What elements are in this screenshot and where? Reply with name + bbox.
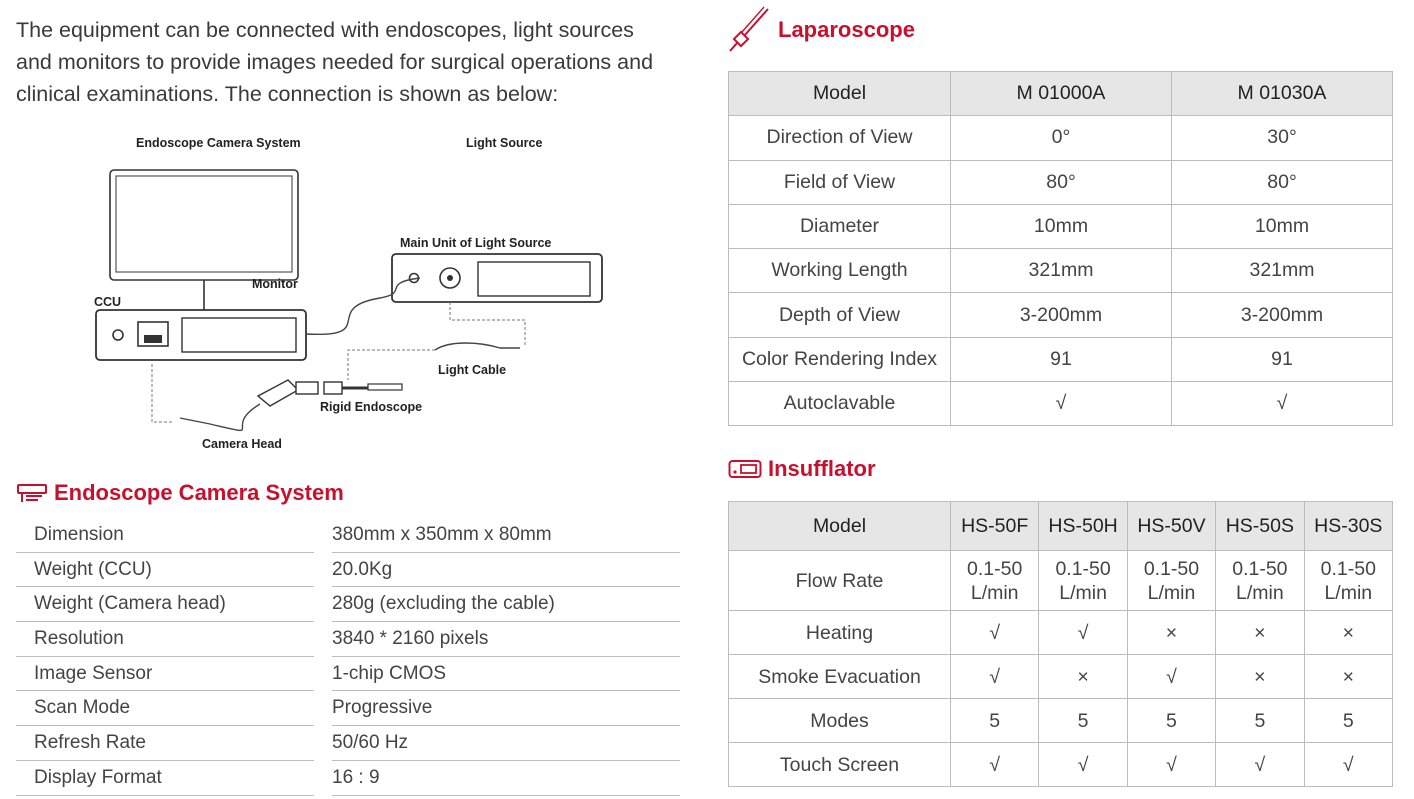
camera-system-icon xyxy=(16,482,48,504)
camera-section-title xyxy=(16,480,344,506)
table-row xyxy=(729,611,1393,655)
table-cell: × xyxy=(1304,611,1392,655)
table-row-label: Direction of View xyxy=(729,116,951,160)
table-cell: 10mm xyxy=(951,204,1172,248)
spec-row xyxy=(16,761,680,796)
table-row-label: Field of View xyxy=(729,160,951,204)
table-row xyxy=(729,116,1393,160)
table-header-cell: HS-30S xyxy=(1304,502,1392,551)
camera-head-cable xyxy=(180,404,260,430)
ccu-illustration xyxy=(96,310,306,360)
rigid-endoscope-illustration xyxy=(324,382,402,394)
diagram-label-main-unit: Main Unit of Light Source xyxy=(400,236,552,250)
spec-row xyxy=(16,657,680,692)
table-cell: 321mm xyxy=(951,249,1172,293)
table-cell: 0.1-50 L/min xyxy=(1039,551,1127,611)
insufflator-icon xyxy=(728,458,762,480)
table-row xyxy=(729,293,1393,337)
spec-label: Weight (Camera head) xyxy=(16,587,314,622)
camera-head-illustration xyxy=(258,380,318,406)
table-header-cell: HS-50H xyxy=(1039,502,1127,551)
diagram-label-light-source: Light Source xyxy=(466,136,543,150)
insufflator-table xyxy=(728,501,1393,787)
table-cell: √ xyxy=(1127,655,1215,699)
table-row-label: Working Length xyxy=(729,249,951,293)
spec-label: Scan Mode xyxy=(16,691,314,726)
spec-value: 1-chip CMOS xyxy=(332,657,680,692)
table-cell: 91 xyxy=(951,337,1172,381)
spec-value: Progressive xyxy=(332,691,680,726)
light-source-illustration xyxy=(392,254,602,302)
table-cell: 0.1-50 L/min xyxy=(1127,551,1215,611)
spec-value: 50/60 Hz xyxy=(332,726,680,761)
table-cell: 5 xyxy=(1039,699,1127,743)
table-cell: √ xyxy=(1216,743,1304,787)
laparoscope-section-heading: Laparoscope xyxy=(778,17,915,42)
spec-row xyxy=(16,518,680,553)
table-row xyxy=(729,382,1393,426)
table-row xyxy=(729,743,1393,787)
spec-label: Weight (CCU) xyxy=(16,553,314,588)
diagram-label-camera-head: Camera Head xyxy=(202,437,282,451)
table-row-label: Color Rendering Index xyxy=(729,337,951,381)
light-cable-guide xyxy=(348,350,435,380)
spec-label: Refresh Rate xyxy=(16,726,314,761)
table-header-cell: Model xyxy=(729,502,951,551)
spec-value: 280g (excluding the cable) xyxy=(332,587,680,622)
table-cell: 0.1-50 L/min xyxy=(1304,551,1392,611)
table-row-label: Diameter xyxy=(729,204,951,248)
table-header-cell: M 01000A xyxy=(951,72,1172,116)
spec-label: Resolution xyxy=(16,622,314,657)
spec-value: 20.0Kg xyxy=(332,553,680,588)
table-cell: √ xyxy=(951,382,1172,426)
table-header-cell: Model xyxy=(729,72,951,116)
table-row xyxy=(729,249,1393,293)
diagram-label-light-cable: Light Cable xyxy=(438,363,507,377)
table-header-cell: HS-50F xyxy=(951,502,1039,551)
table-cell: × xyxy=(1216,655,1304,699)
table-row-label: Touch Screen xyxy=(729,743,951,787)
spec-value: 3840 * 2160 pixels xyxy=(332,622,680,657)
table-cell: √ xyxy=(1304,743,1392,787)
spec-row xyxy=(16,726,680,761)
table-row-label: Autoclavable xyxy=(729,382,951,426)
intro-text xyxy=(16,14,706,110)
table-cell: 80° xyxy=(1172,160,1393,204)
connection-diagram xyxy=(80,128,640,458)
table-cell: 0.1-50 L/min xyxy=(951,551,1039,611)
table-cell: √ xyxy=(951,743,1039,787)
spec-row xyxy=(16,553,680,588)
table-row-label: Flow Rate xyxy=(729,551,951,611)
spec-row xyxy=(16,691,680,726)
table-header-cell: HS-50V xyxy=(1127,502,1215,551)
insufflator-section-title xyxy=(728,456,876,482)
light-cable-guide xyxy=(450,302,525,346)
spec-row xyxy=(16,622,680,657)
table-cell: × xyxy=(1039,655,1127,699)
table-cell: √ xyxy=(951,611,1039,655)
table-cell: √ xyxy=(1127,743,1215,787)
table-cell: √ xyxy=(951,655,1039,699)
table-cell: 80° xyxy=(951,160,1172,204)
laparoscope-section-title xyxy=(728,6,915,54)
intro-line: clinical examinations. The connection is shown as below: xyxy=(16,82,559,106)
table-row xyxy=(729,655,1393,699)
table-row xyxy=(729,337,1393,381)
insufflator-section-heading: Insufflator xyxy=(768,456,876,481)
table-header-cell: M 01030A xyxy=(1172,72,1393,116)
table-cell: 0° xyxy=(951,116,1172,160)
table-cell: √ xyxy=(1172,382,1393,426)
spec-label: Display Format xyxy=(16,761,314,796)
table-cell: 5 xyxy=(1304,699,1392,743)
diagram-label-camera-system: Endoscope Camera System xyxy=(136,136,301,150)
table-row xyxy=(729,204,1393,248)
spec-value: 16 : 9 xyxy=(332,761,680,796)
camera-spec-list xyxy=(16,518,680,796)
camera-head-guide xyxy=(152,364,174,422)
spec-label: Dimension xyxy=(16,518,314,553)
laparoscope-icon xyxy=(728,6,772,54)
spec-row xyxy=(16,587,680,622)
intro-line: The equipment can be connected with endoscopes, light sources xyxy=(16,18,634,42)
table-row-label: Heating xyxy=(729,611,951,655)
light-cable xyxy=(435,343,520,350)
table-cell: √ xyxy=(1039,743,1127,787)
table-row-label: Smoke Evacuation xyxy=(729,655,951,699)
table-cell: × xyxy=(1127,611,1215,655)
table-cell: 3-200mm xyxy=(951,293,1172,337)
table-header-cell: HS-50S xyxy=(1216,502,1304,551)
table-cell: × xyxy=(1216,611,1304,655)
table-cell: 321mm xyxy=(1172,249,1393,293)
table-cell: 5 xyxy=(1127,699,1215,743)
table-cell: 91 xyxy=(1172,337,1393,381)
diagram-label-rigid-endoscope: Rigid Endoscope xyxy=(320,400,423,414)
table-cell: 3-200mm xyxy=(1172,293,1393,337)
table-cell: × xyxy=(1304,655,1392,699)
table-row xyxy=(729,160,1393,204)
table-cell: 10mm xyxy=(1172,204,1393,248)
table-cell: √ xyxy=(1039,611,1127,655)
laparoscope-table xyxy=(728,71,1393,426)
table-row xyxy=(729,551,1393,611)
table-cell: 5 xyxy=(1216,699,1304,743)
diagram-label-monitor: Monitor xyxy=(252,277,298,291)
spec-value: 380mm x 350mm x 80mm xyxy=(332,518,680,553)
table-row xyxy=(729,699,1393,743)
intro-line: and monitors to provide images needed for surgical operations and xyxy=(16,50,654,74)
spec-label: Image Sensor xyxy=(16,657,314,692)
diagram-label-ccu: CCU xyxy=(94,295,122,309)
table-cell: 5 xyxy=(951,699,1039,743)
table-row-label: Depth of View xyxy=(729,293,951,337)
table-cell: 30° xyxy=(1172,116,1393,160)
camera-section-heading: Endoscope Camera System xyxy=(54,480,344,505)
table-cell: 0.1-50 L/min xyxy=(1216,551,1304,611)
table-row-label: Modes xyxy=(729,699,951,743)
